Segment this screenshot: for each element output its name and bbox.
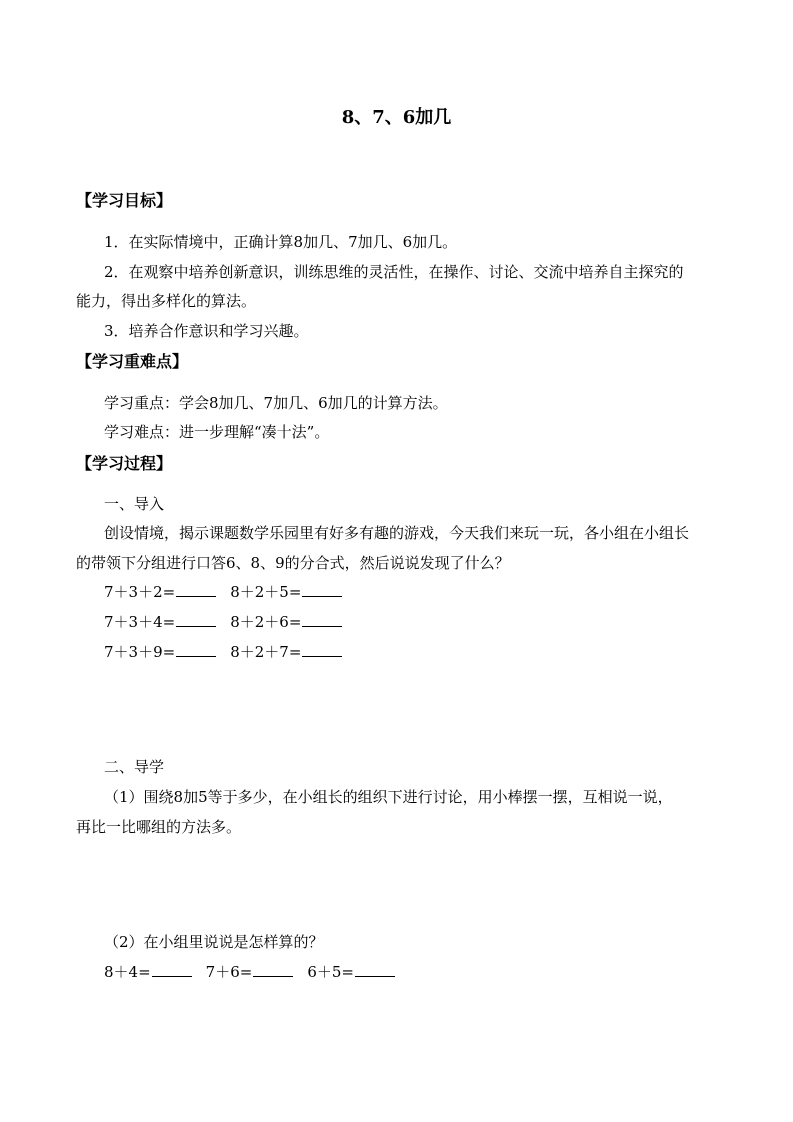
equation: 7＋6= [205, 963, 253, 981]
goal-item-2: 2．在观察中培养创新意识，训练思维的灵活性，在操作、讨论、交流中培养自主探究的 [104, 263, 684, 281]
part1-title: 一、导入 [104, 495, 165, 513]
equation: 8＋2＋5= [230, 583, 302, 601]
answer-blank[interactable] [176, 612, 216, 627]
goal-item-3: 3．培养合作意识和学习兴趣。 [104, 322, 309, 340]
part2-title: 二、导学 [104, 758, 165, 776]
equation-row-2 [104, 612, 342, 632]
answer-blank[interactable] [302, 612, 342, 627]
equation: 8＋2＋7= [230, 643, 302, 661]
process-heading: 【学习过程】 [76, 454, 173, 473]
answer-blank[interactable] [253, 962, 293, 977]
goal-item-1: 1．在实际情境中，正确计算8加几、7加几、6加几。 [104, 233, 458, 251]
part2-q1-line2: 再比一比哪组的方法多。 [76, 818, 242, 836]
answer-blank[interactable] [355, 962, 395, 977]
keypoints-heading: 【学习重难点】 [76, 352, 189, 371]
keypoint-difficulty: 学习难点：进一步理解“凑十法”。 [104, 423, 330, 441]
equation-row-4 [104, 962, 395, 982]
answer-blank[interactable] [302, 642, 342, 657]
answer-blank[interactable] [302, 582, 342, 597]
part2-q1-line1: （1）围绕8加5等于多少，在小组长的组织下进行讨论，用小棒摆一摆，互相说一说， [104, 788, 673, 806]
answer-blank[interactable] [176, 642, 216, 657]
answer-blank[interactable] [176, 582, 216, 597]
goal-item-2-cont: 能力，得出多样化的算法。 [76, 292, 257, 310]
equation: 6＋5= [307, 963, 354, 981]
goals-heading: 【学习目标】 [76, 191, 173, 210]
equation: 7＋3＋2= [104, 583, 176, 601]
answer-blank[interactable] [152, 962, 192, 977]
page-title: 8、7、6加几 [341, 107, 452, 128]
equation-row-3 [104, 642, 342, 662]
equation: 7＋3＋9= [104, 643, 176, 661]
part1-text-line2: 的带领下分组进行口答6、8、9的分合式，然后说说发现了什么？ [76, 554, 510, 572]
part2-q2: （2）在小组里说说是怎样算的？ [104, 933, 324, 951]
keypoint-focus: 学习重点：学会8加几、7加几、6加几的计算方法。 [104, 394, 448, 412]
equation: 7＋3＋4= [104, 613, 176, 631]
part1-text-line1: 创设情境，揭示课题数学乐园里有好多有趣的游戏，今天我们来玩一玩，各小组在小组长 [104, 524, 690, 542]
equation: 8＋2＋6= [230, 613, 302, 631]
equation: 8＋4= [104, 963, 151, 981]
equation-row-1 [104, 582, 342, 602]
